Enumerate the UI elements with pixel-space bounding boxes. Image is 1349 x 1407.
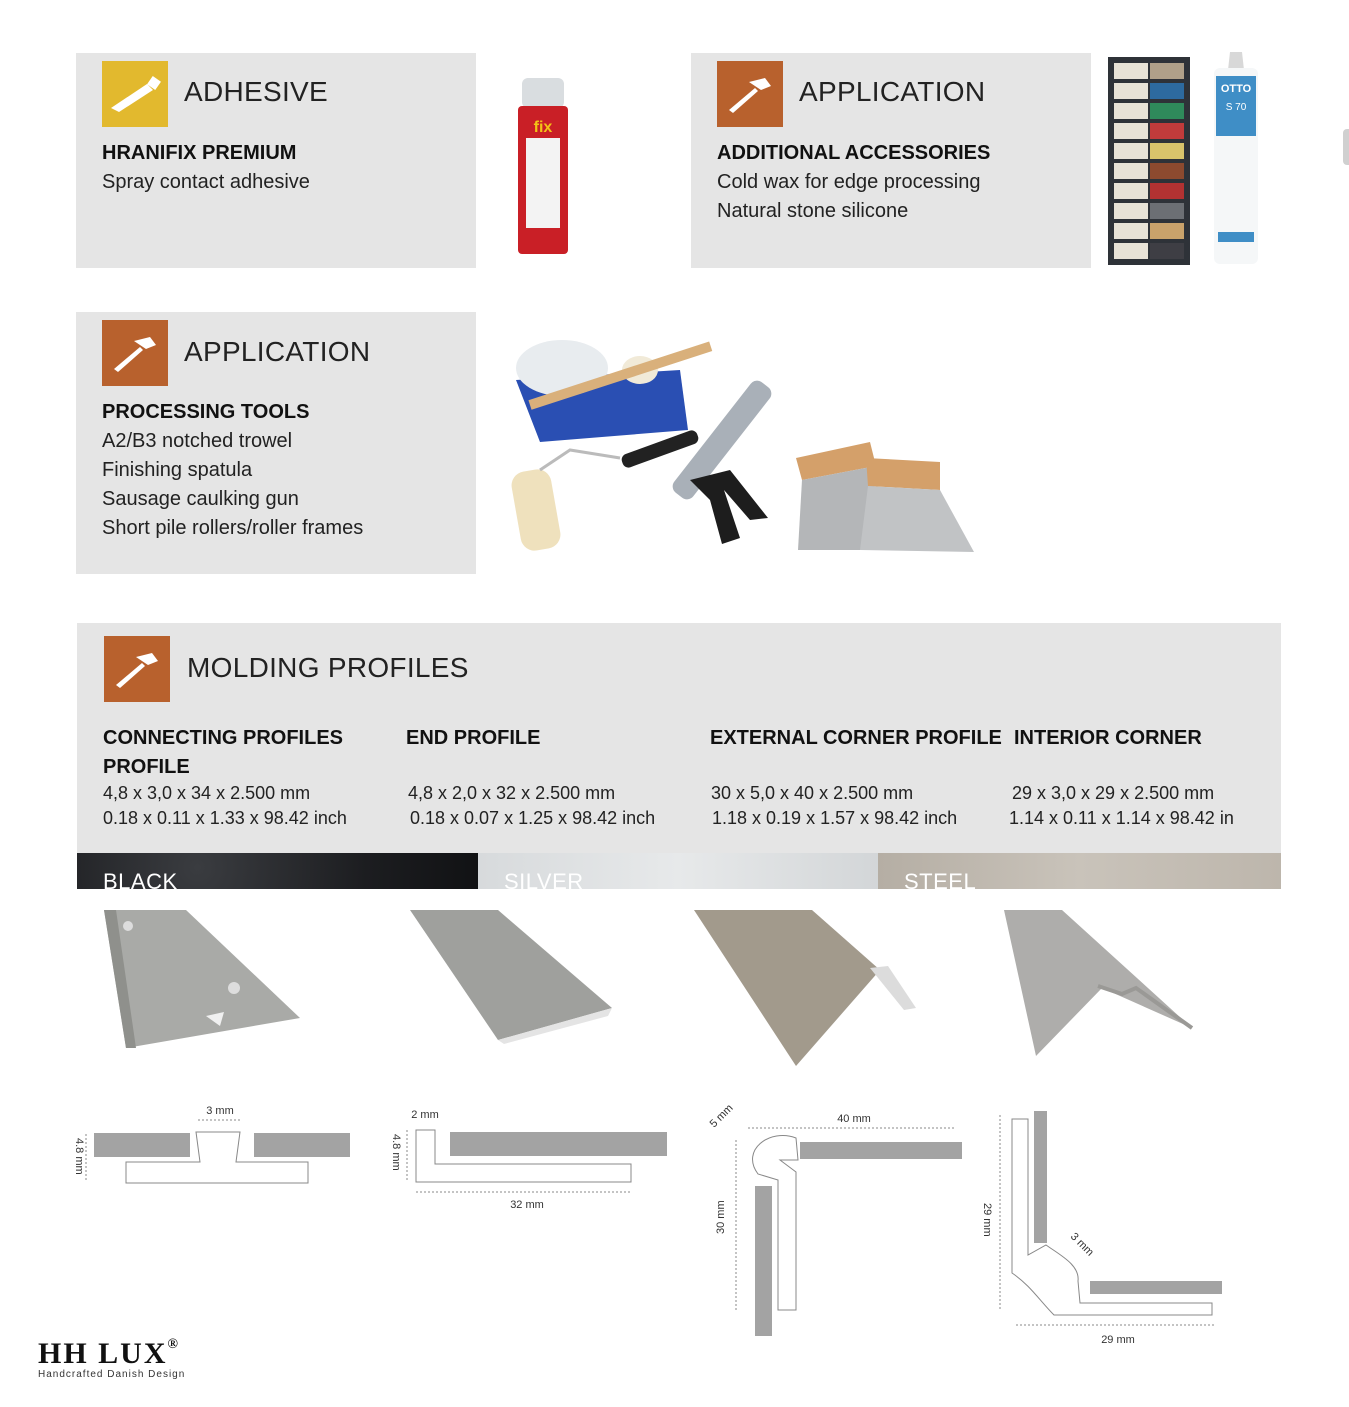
wax-stick — [1150, 63, 1184, 79]
connecting-profile-title: CONNECTING PROFILES PROFILE — [103, 727, 344, 778]
dim-30mm: 30 mm — [715, 1200, 727, 1234]
wax-stick — [1150, 163, 1184, 179]
hammer-icon — [717, 61, 783, 127]
color-swatch-silver — [478, 853, 878, 889]
silicone-tube-label: OTTO — [1220, 83, 1252, 95]
molding-heading: MOLDING PROFILES — [187, 652, 469, 683]
wax-stick — [1114, 103, 1148, 119]
wax-stick — [1114, 183, 1148, 199]
color-label-steel: STEEL — [904, 869, 977, 889]
dim-4-8mm: 4.8 mm — [73, 1138, 85, 1175]
end-profile-diagram — [385, 1104, 675, 1219]
color-swatch-black — [77, 853, 478, 889]
color-label-silver: SILVER — [504, 869, 584, 889]
wax-stick — [1114, 143, 1148, 159]
dim-3mm: 3 mm — [1067, 1230, 1096, 1259]
tools-line-gun: Sausage caulking gun — [102, 488, 299, 510]
glue-tube-icon — [102, 61, 168, 127]
connecting-profile-image — [96, 908, 306, 1059]
dim-3mm: 3 mm — [206, 1105, 234, 1117]
connecting-profile-mm: 4,8 x 3,0 x 34 x 2.500 mm — [103, 783, 311, 803]
wax-colors-image — [1108, 57, 1190, 270]
wax-stick — [1150, 83, 1184, 99]
wax-stick — [1114, 63, 1148, 79]
interior-corner-inch: 1.14 x 0.11 x 1.14 x 98.42 in — [1009, 808, 1234, 828]
page-edge-tab — [1343, 129, 1349, 165]
tools-line-spatula: Finishing spatula — [102, 459, 253, 481]
external-corner-title: EXTERNAL CORNER PROFILE — [710, 727, 1002, 749]
hammer-icon — [102, 320, 168, 386]
end-profile-image — [408, 908, 614, 1049]
dim-40mm: 40 mm — [837, 1113, 871, 1125]
tools-heading: APPLICATION — [184, 336, 371, 367]
end-profile-title: END PROFILE — [406, 727, 541, 749]
connecting-profile-inch: 0.18 x 0.11 x 1.33 x 98.42 inch — [103, 808, 347, 828]
adhesive-heading: ADHESIVE — [184, 76, 328, 107]
interior-corner-title: INTERIOR CORNER — [1014, 727, 1202, 749]
accessories-title: ADDITIONAL ACCESSORIES — [717, 142, 991, 164]
external-corner-image — [692, 908, 920, 1073]
brand-tagline: Handcrafted Danish Design — [38, 1369, 186, 1380]
accessories-heading: APPLICATION — [799, 76, 986, 107]
dim-5mm: 5 mm — [707, 1102, 736, 1131]
interior-corner-diagram — [980, 1105, 1230, 1355]
wax-stick — [1150, 243, 1184, 259]
wax-stick — [1114, 223, 1148, 239]
brand-name: HH LUX — [38, 1337, 168, 1370]
interior-corner-image — [1002, 908, 1196, 1063]
wax-stick — [1150, 143, 1184, 159]
tools-image — [510, 330, 980, 565]
silicone-tube-image — [1212, 52, 1260, 271]
adhesive-product: HRANIFIX PREMIUM — [102, 142, 297, 164]
tools-title: PROCESSING TOOLS — [102, 401, 310, 423]
dim-4-8mm: 4.8 mm — [390, 1134, 402, 1171]
wax-stick — [1150, 103, 1184, 119]
tools-line-rollers: Short pile rollers/roller frames — [102, 517, 364, 539]
silicone-tube-code: S 70 — [1225, 102, 1247, 113]
spray-can-image — [514, 78, 572, 263]
wax-stick — [1114, 123, 1148, 139]
wax-stick — [1114, 203, 1148, 219]
color-label-black: BLACK — [103, 869, 178, 889]
tools-line-trowel: A2/B3 notched trowel — [102, 430, 293, 452]
wax-stick — [1114, 83, 1148, 99]
wax-stick — [1150, 123, 1184, 139]
dim-2mm: 2 mm — [411, 1109, 439, 1121]
wax-stick — [1150, 203, 1184, 219]
wax-stick — [1114, 243, 1148, 259]
hammer-icon — [104, 636, 170, 702]
dim-29mm-bottom: 29 mm — [1101, 1334, 1135, 1346]
accessories-line-silicone: Natural stone silicone — [717, 200, 909, 222]
wax-stick — [1114, 163, 1148, 179]
interior-corner-mm: 29 x 3,0 x 29 x 2.500 mm — [1012, 783, 1215, 803]
external-corner-mm: 30 x 5,0 x 40 x 2.500 mm — [711, 783, 914, 803]
end-profile-mm: 4,8 x 2,0 x 32 x 2.500 mm — [408, 783, 616, 803]
dim-29mm-side: 29 mm — [981, 1203, 993, 1237]
external-corner-inch: 1.18 x 0.19 x 1.57 x 98.42 inch — [712, 808, 958, 828]
accessories-line-wax: Cold wax for edge processing — [717, 171, 981, 193]
spray-can-label: fix — [533, 119, 553, 136]
brand-logo — [38, 1337, 180, 1371]
adhesive-line: Spray contact adhesive — [102, 171, 310, 193]
dim-32mm: 32 mm — [510, 1199, 544, 1211]
connecting-profile-diagram — [60, 1100, 360, 1195]
external-corner-diagram — [700, 1100, 970, 1345]
brand-registered-mark: ® — [167, 1337, 180, 1352]
end-profile-inch: 0.18 x 0.07 x 1.25 x 98.42 inch — [410, 808, 656, 828]
wax-stick — [1150, 223, 1184, 239]
wax-stick — [1150, 183, 1184, 199]
color-swatch-steel — [878, 853, 1281, 889]
